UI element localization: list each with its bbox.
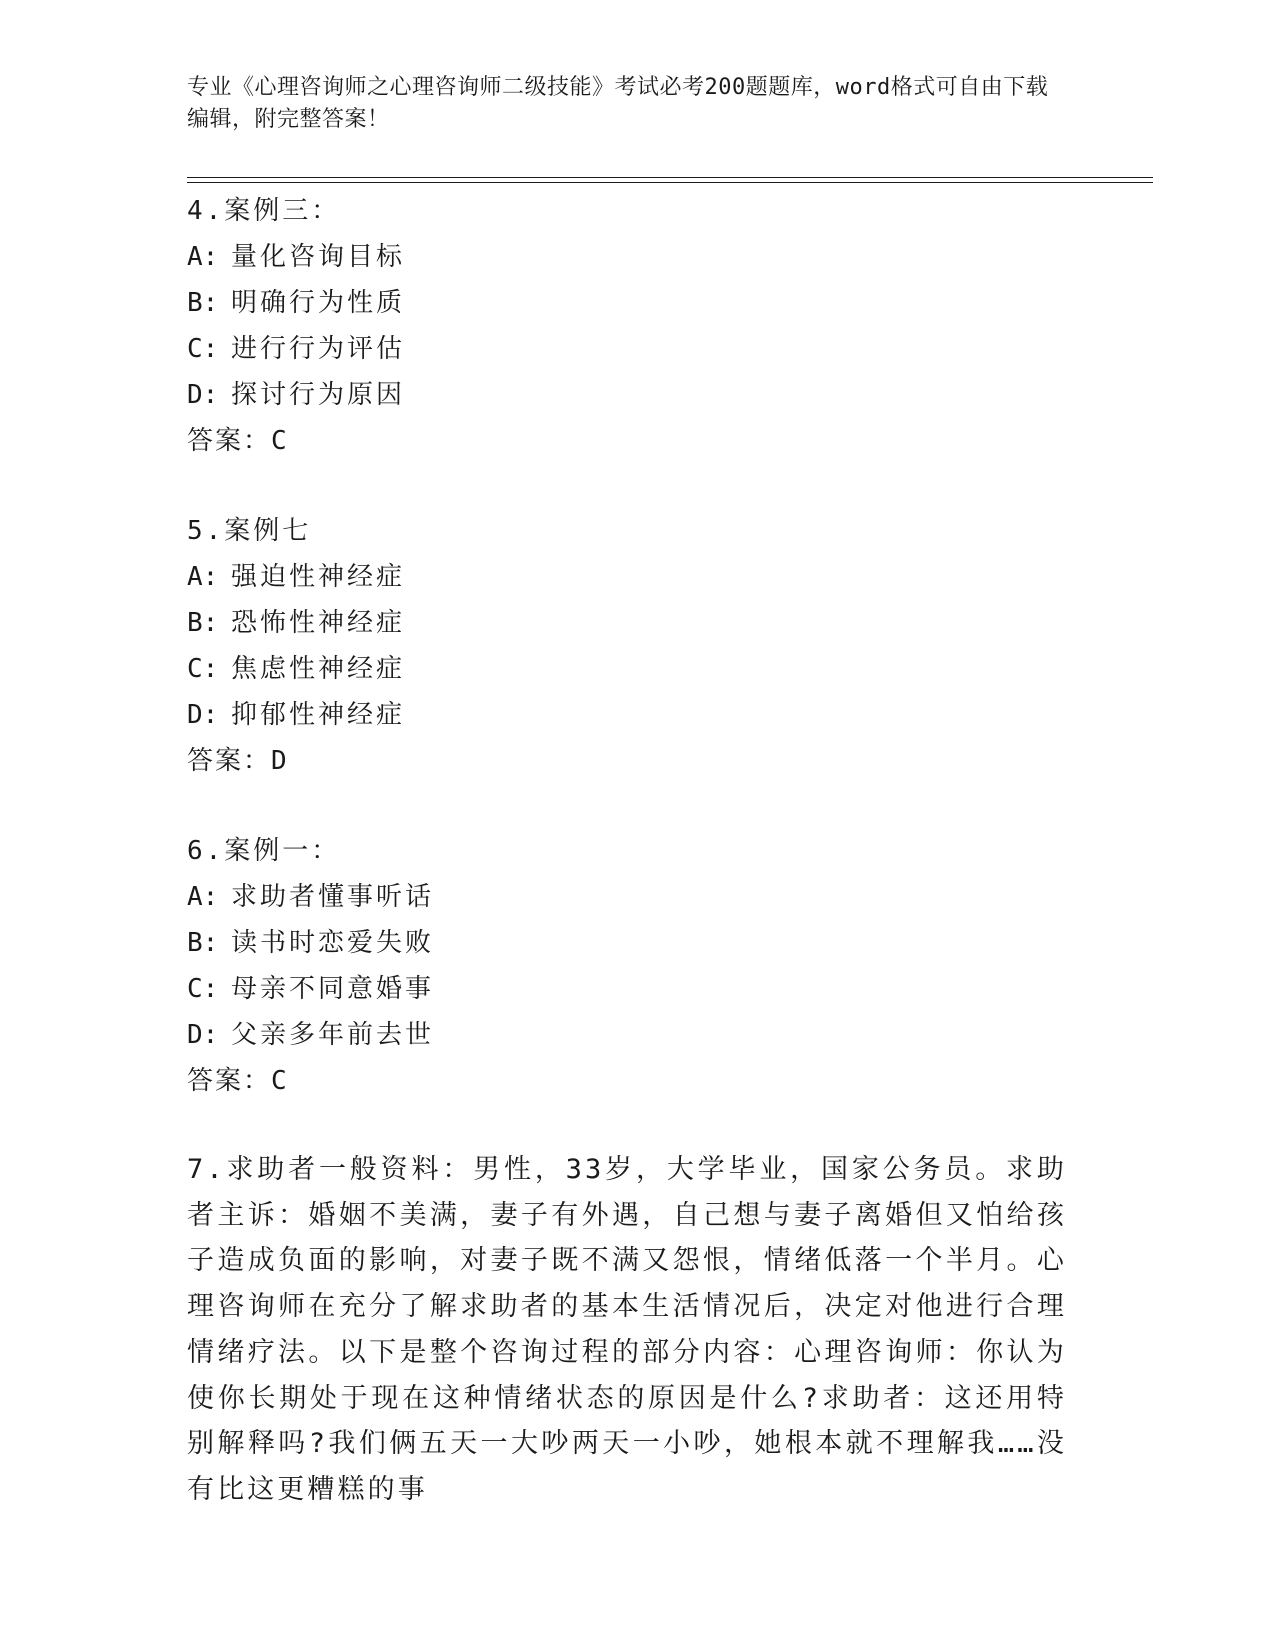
- option-a: [187, 234, 1087, 280]
- case-question-text: 7.求助者一般资料：男性，33岁，大学毕业，国家公务员。求助者主诉：婚姻不美满，妻子有外遇，自己想与妻子离婚但又怕给孩子造成负面的影响，对妻子既不满又怨恨，情绪低落一个半月。心理咨询师在充分了解求助者的基本生活情况后，决定对他进行合理情绪疗法。以下是整个咨询过程的部分内容：心理咨询师：你认为使你长期处于现在这种情绪状态的原因是什么?求助者：这还用特别解释吗?我们俩五天一大吵两天一小吵，她根本就不理解我……没有比这更糟糕的事: [187, 1154, 1067, 1505]
- question-block: [187, 828, 1087, 1104]
- option-letter: C:: [187, 974, 219, 1004]
- option-text: 强迫性神经症: [231, 562, 406, 592]
- option-a: [187, 554, 1087, 600]
- option-b: [187, 280, 1087, 326]
- question-block: [187, 508, 1087, 784]
- option-letter: A:: [187, 882, 219, 912]
- option-text: 探讨行为原因: [231, 380, 406, 410]
- question-title: 6.案例一：: [187, 836, 341, 866]
- answer-line: [187, 738, 1087, 784]
- answer-line: [187, 1058, 1087, 1104]
- option-d: [187, 692, 1087, 738]
- option-text: 进行行为评估: [231, 334, 406, 364]
- option-letter: D:: [187, 380, 219, 410]
- option-letter: A:: [187, 562, 219, 592]
- answer-value: D: [271, 746, 289, 776]
- option-b: [187, 920, 1087, 966]
- question-title: 5.案例七: [187, 516, 312, 546]
- option-letter: D:: [187, 1020, 219, 1050]
- option-letter: B:: [187, 608, 219, 638]
- option-a: [187, 874, 1087, 920]
- option-text: 量化咨询目标: [231, 242, 406, 272]
- option-letter: B:: [187, 928, 219, 958]
- option-b: [187, 600, 1087, 646]
- option-c: [187, 326, 1087, 372]
- answer-label: 答案：: [187, 746, 272, 776]
- question-title: 4.案例三：: [187, 196, 341, 226]
- answer-label: 答案：: [187, 1066, 272, 1096]
- option-text: 抑郁性神经症: [231, 700, 406, 730]
- answer-label: 答案：: [187, 426, 272, 456]
- answer-value: C: [271, 426, 289, 456]
- option-letter: B:: [187, 288, 219, 318]
- option-text: 恐怖性神经症: [231, 608, 406, 638]
- answer-line: [187, 418, 1087, 464]
- answer-value: C: [271, 1066, 289, 1096]
- option-text: 父亲多年前去世: [231, 1020, 435, 1050]
- option-letter: D:: [187, 700, 219, 730]
- option-text: 母亲不同意婚事: [231, 974, 435, 1004]
- option-c: [187, 646, 1087, 692]
- header-rule-bottom: [187, 182, 1153, 183]
- option-letter: C:: [187, 654, 219, 684]
- document-header: 专业《心理咨询师之心理咨询师二级技能》考试必考200题题库，word格式可自由下载编辑，附完整答案！: [187, 75, 1049, 132]
- question-block: [187, 188, 1087, 464]
- header-rule-top: [187, 177, 1153, 178]
- option-text: 明确行为性质: [231, 288, 406, 318]
- option-letter: A:: [187, 242, 219, 272]
- option-d: [187, 372, 1087, 418]
- option-text: 焦虑性神经症: [231, 654, 406, 684]
- option-text: 读书时恋爱失败: [231, 928, 435, 958]
- option-c: [187, 966, 1087, 1012]
- option-letter: C:: [187, 334, 219, 364]
- option-text: 求助者懂事听话: [231, 882, 435, 912]
- option-d: [187, 1012, 1087, 1058]
